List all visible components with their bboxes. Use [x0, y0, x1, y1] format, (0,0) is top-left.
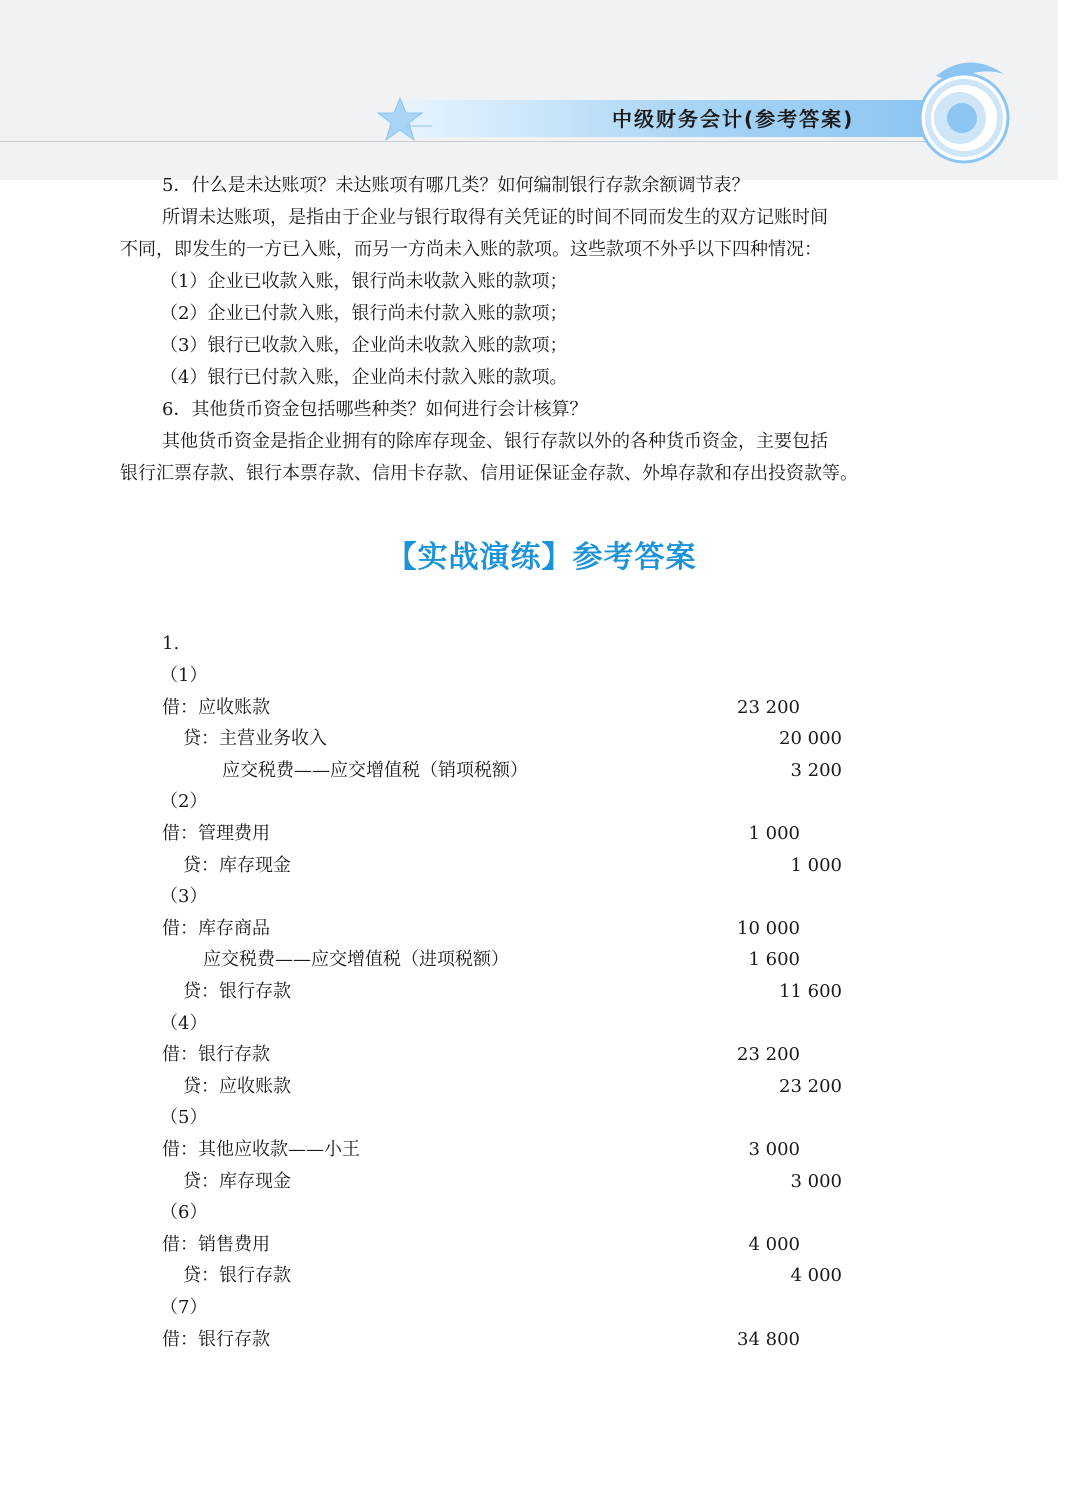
debit-amount: 4 000 — [748, 1234, 800, 1255]
debit-amount: 34 800 — [737, 1329, 800, 1350]
journal-line — [0, 944, 1083, 976]
journal-line — [0, 818, 1083, 850]
entry-label — [0, 786, 1083, 818]
credit-account: 贷：银行存款 — [183, 1265, 291, 1286]
entry-number: （6） — [160, 1202, 208, 1223]
debit-account: 借：其他应收款——小王 — [162, 1139, 360, 1160]
entry-label — [0, 1292, 1083, 1324]
answer-5-line-1: 所谓未达账项，是指由于企业与银行取得有关凭证的时间不同而发生的双方记账时间 — [162, 207, 828, 228]
debit-amount: 1 600 — [748, 949, 800, 970]
question-5: 5．什么是未达账项？未达账项有哪几类？如何编制银行存款余额调节表？ — [162, 175, 750, 196]
credit-account: 应交税费——应交增值税（销项税额） — [222, 760, 528, 781]
journal-line — [0, 850, 1083, 882]
journal-line — [0, 723, 1083, 755]
debit-account: 借：库存商品 — [162, 918, 270, 939]
debit-account: 借：应收账款 — [162, 697, 270, 718]
journal-line — [0, 1260, 1083, 1292]
entry-number: （7） — [160, 1297, 208, 1318]
list-item: （1）企业已收款入账，银行尚未收款入账的款项； — [160, 271, 568, 292]
list-item: （2）企业已付款入账，银行尚未付款入账的款项； — [160, 303, 568, 324]
debit-amount: 23 200 — [737, 1044, 800, 1065]
debit-amount: 10 000 — [737, 918, 800, 939]
debit-account: 借：银行存款 — [162, 1044, 270, 1065]
journal-line — [0, 1229, 1083, 1261]
journal-line — [0, 1071, 1083, 1103]
journal-line — [0, 1039, 1083, 1071]
journal-line — [0, 1134, 1083, 1166]
section-title: 【实战演练】参考答案 — [386, 540, 697, 575]
entry-label — [0, 1197, 1083, 1229]
entry-number: （2） — [160, 791, 208, 812]
answer-6-line-1: 其他货币资金是指企业拥有的除库存现金、银行存款以外的各种货币资金，主要包括 — [162, 431, 828, 452]
entry-label — [0, 881, 1083, 913]
debit-account: 借：销售费用 — [162, 1234, 270, 1255]
header-rule — [0, 141, 935, 142]
header-band — [0, 0, 1058, 180]
journal-line — [0, 755, 1083, 787]
debit-amount: 1 000 — [748, 823, 800, 844]
question-6: 6．其他货币资金包括哪些种类？如何进行会计核算？ — [162, 399, 588, 420]
journal-line — [0, 692, 1083, 724]
credit-amount: 4 000 — [790, 1265, 842, 1286]
debit-amount: 23 200 — [737, 697, 800, 718]
running-title: 中级财务会计(参考答案) — [612, 107, 855, 131]
entry-label — [0, 1102, 1083, 1134]
credit-amount: 20 000 — [779, 728, 842, 749]
journal-line — [0, 1324, 1083, 1356]
entry-label — [0, 1008, 1083, 1040]
debit-account: 借：管理费用 — [162, 823, 270, 844]
entry-label — [0, 660, 1083, 692]
credit-account: 贷：库存现金 — [183, 855, 291, 876]
credit-amount: 23 200 — [779, 1076, 842, 1097]
journal-line — [0, 913, 1083, 945]
credit-account: 贷：库存现金 — [183, 1171, 291, 1192]
credit-account: 贷：应收账款 — [183, 1076, 291, 1097]
credit-amount: 3 000 — [790, 1171, 842, 1192]
answer-6-line-2: 银行汇票存款、银行本票存款、信用卡存款、信用证保证金存款、外埠存款和存出投资款等。 — [120, 463, 858, 484]
list-item: （4）银行已付款入账，企业尚未付款入账的款项。 — [160, 367, 568, 388]
list-item: （3）银行已收款入账，企业尚未收款入账的款项； — [160, 335, 568, 356]
credit-account: 贷：银行存款 — [183, 981, 291, 1002]
journal-line — [0, 976, 1083, 1008]
credit-amount: 3 200 — [790, 760, 842, 781]
star-icon — [376, 96, 432, 144]
journal-line — [0, 1166, 1083, 1198]
entry-number: （5） — [160, 1107, 208, 1128]
credit-amount: 1 000 — [790, 855, 842, 876]
debit-account: 应交税费——应交增值税（进项税额） — [203, 949, 509, 970]
disc-emblem-icon — [908, 56, 1018, 166]
entry-number: （1） — [160, 665, 208, 686]
credit-account: 贷：主营业务收入 — [183, 728, 327, 749]
answer-5-line-2: 不同，即发生的一方已入账，而另一方尚未入账的款项。这些款项不外乎以下四种情况： — [120, 239, 822, 260]
entry-number: （3） — [160, 886, 208, 907]
debit-amount: 3 000 — [748, 1139, 800, 1160]
debit-account: 借：银行存款 — [162, 1329, 270, 1350]
exercise-number: 1. — [162, 633, 180, 654]
credit-amount: 11 600 — [779, 981, 842, 1002]
entry-number: （4） — [160, 1013, 208, 1034]
